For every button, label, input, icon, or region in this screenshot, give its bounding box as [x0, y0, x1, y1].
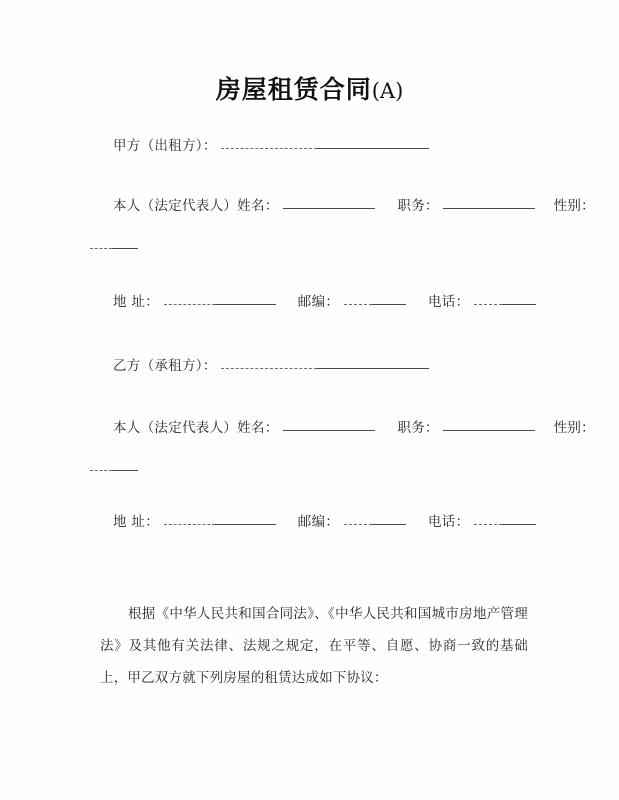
party-b-rep-name-blank[interactable] [283, 418, 375, 432]
page-title-suffix: (A) [371, 79, 404, 103]
party-a-rep-row [113, 196, 595, 216]
party-a-address-blank[interactable] [164, 292, 276, 306]
party-b-name-blank[interactable] [221, 356, 429, 370]
party-b-zip-label: 邮编： [297, 514, 340, 530]
party-a-gender-label: 性别： [553, 198, 595, 214]
party-b-label: 乙方（承租方）： [113, 358, 217, 374]
page-title [0, 70, 619, 106]
party-a-name-blank[interactable] [221, 136, 429, 150]
party-b-duty-label: 职务： [397, 420, 439, 436]
party-a-address-row [113, 292, 536, 312]
party-a-gender-blank[interactable] [90, 236, 138, 250]
party-a-name-row [113, 136, 429, 156]
party-b-address-row [113, 512, 536, 532]
party-b-address-blank[interactable] [164, 512, 276, 526]
party-b-phone-blank[interactable] [474, 512, 536, 526]
party-a-label: 甲方（出租方）： [113, 138, 217, 154]
party-b-duty-blank[interactable] [443, 418, 535, 432]
party-b-gender-blank[interactable] [90, 458, 138, 472]
party-a-duty-label: 职务： [397, 198, 439, 214]
party-a-address-label: 地 址： [113, 294, 159, 310]
party-a-duty-blank[interactable] [443, 196, 535, 210]
party-a-zip-blank[interactable] [344, 292, 406, 306]
party-a-zip-label: 邮编： [297, 294, 340, 310]
party-b-rep-row [113, 418, 595, 438]
party-b-gender-label: 性别： [553, 420, 595, 436]
party-b-rep-label: 本人（法定代表人）姓名： [113, 420, 279, 436]
party-b-address-label: 地 址： [113, 514, 159, 530]
page-title-main: 房屋租赁合同 [215, 75, 372, 104]
preamble-paragraph: 根据《中华人民共和国合同法》、《中华人民共和国城市房地产管理法》及其他有关法律、法规之规定，在平等、自愿、协商一致的基础上，甲乙双方就下列房屋的租赁达成如下协议： [100, 606, 528, 686]
party-b-gender-row [90, 458, 138, 478]
party-a-rep-label: 本人（法定代表人）姓名： [113, 198, 279, 214]
party-a-gender-row [90, 236, 138, 256]
party-b-name-row [113, 356, 429, 376]
party-b-phone-label: 电话： [427, 514, 470, 530]
party-a-phone-label: 电话： [427, 294, 470, 310]
party-a-phone-blank[interactable] [474, 292, 536, 306]
party-a-rep-name-blank[interactable] [283, 196, 375, 210]
party-b-zip-blank[interactable] [344, 512, 406, 526]
